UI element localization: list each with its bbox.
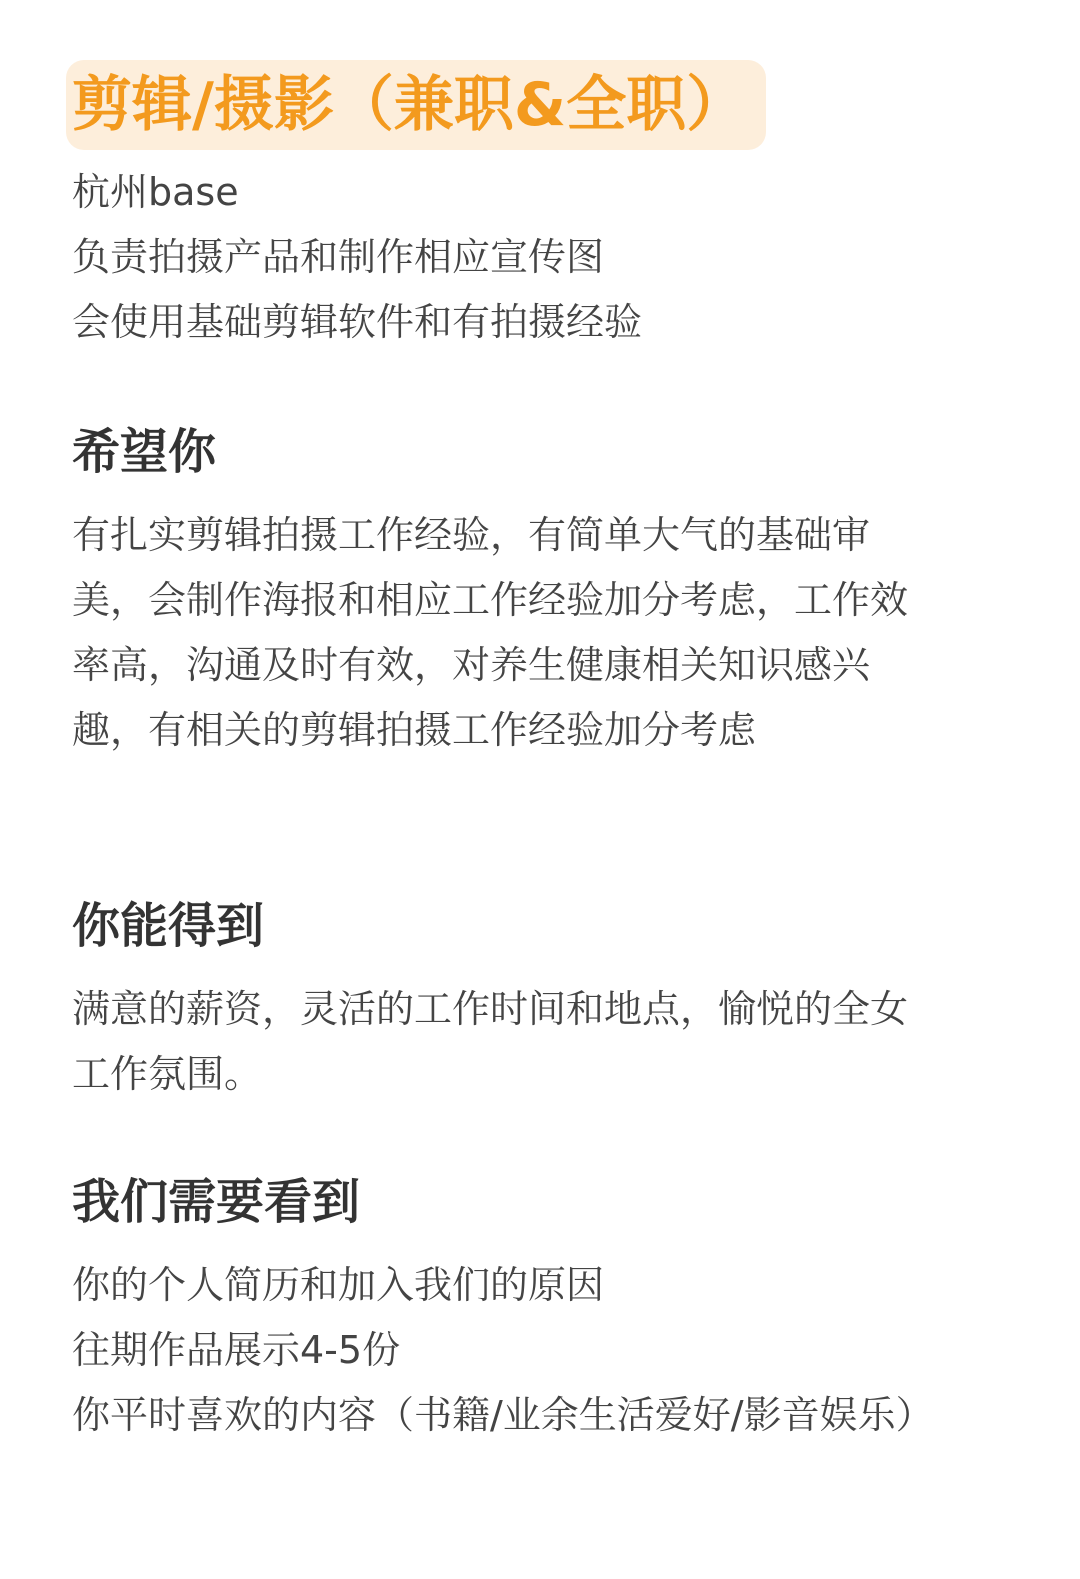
intro-duty: 负责拍摄产品和制作相应宣传图 (72, 235, 605, 279)
paragraph-line: 美，会制作海报和相应工作经验加分考虑，工作效 (72, 578, 909, 622)
section-heading-needs: 我们需要看到 (72, 1174, 361, 1230)
section-body-benefits (72, 977, 992, 1107)
section-body-needs (72, 1253, 992, 1448)
intro-block (72, 160, 992, 355)
page-title: 剪辑/摄影（兼职&全职） (72, 70, 747, 140)
section-heading-benefits: 你能得到 (72, 898, 265, 954)
paragraph-line: 率高，沟通及时有效，对养生健康相关知识感兴 (72, 643, 871, 687)
list-item: 你平时喜欢的内容（书籍/业余生活爱好/影音娱乐） (72, 1393, 934, 1437)
intro-requirement: 会使用基础剪辑软件和有拍摄经验 (72, 300, 643, 344)
intro-location: 杭州base (72, 170, 239, 214)
paragraph-line: 有扎实剪辑拍摄工作经验，有简单大气的基础审 (72, 513, 871, 557)
list-item: 你的个人简历和加入我们的原因 (72, 1263, 605, 1307)
section-body-hope (72, 503, 992, 763)
paragraph-line: 趣，有相关的剪辑拍摄工作经验加分考虑 (72, 708, 757, 752)
paragraph-line: 满意的薪资，灵活的工作时间和地点，愉悦的全女 (72, 987, 909, 1031)
list-item: 往期作品展示4-5份 (72, 1328, 401, 1372)
paragraph-line: 工作氛围。 (72, 1052, 263, 1096)
section-heading-hope: 希望你 (72, 424, 217, 480)
